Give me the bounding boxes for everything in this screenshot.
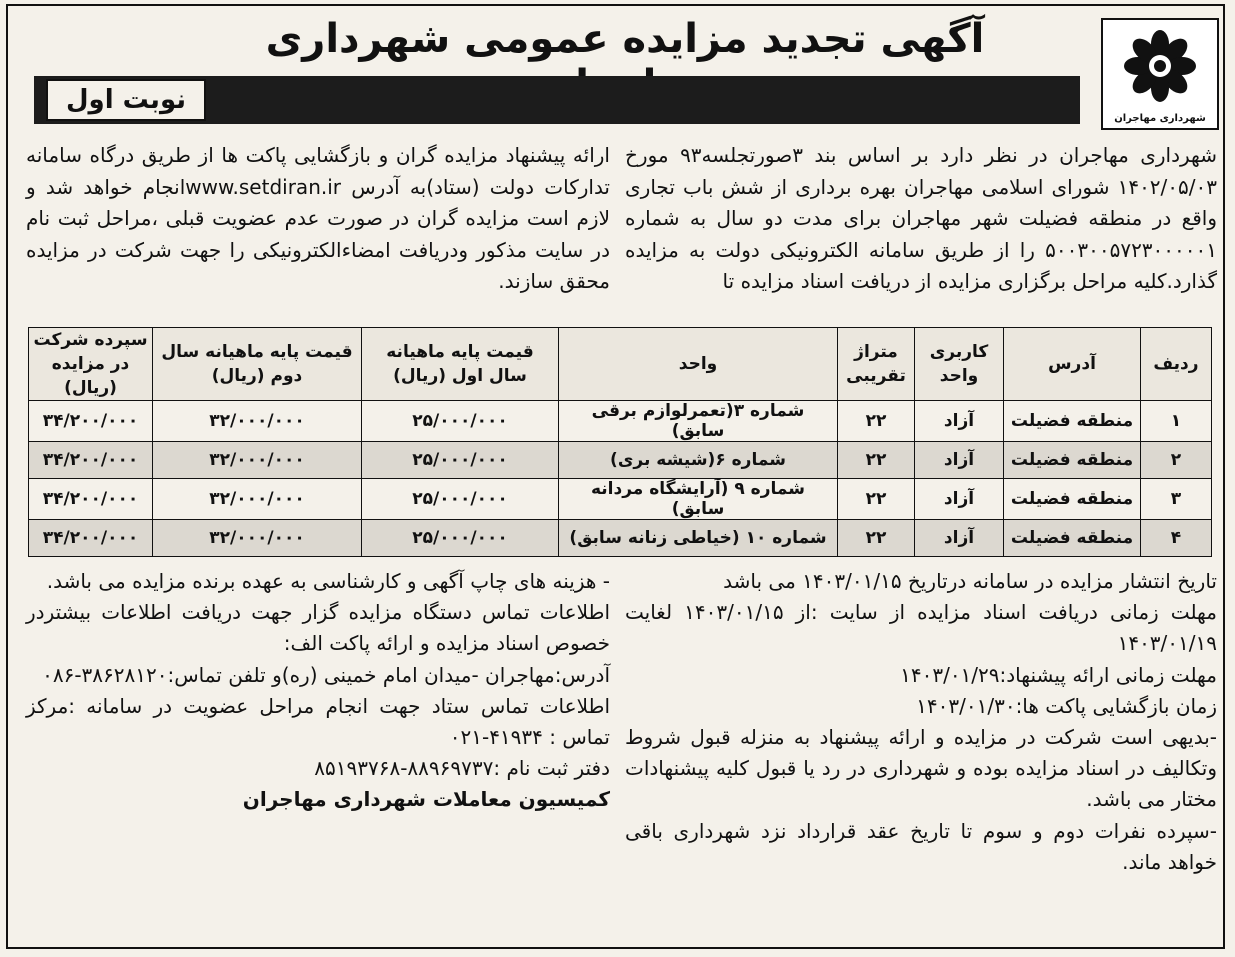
publish-date: تاریخ انتشار مزایده در سامانه درتاریخ ۱۴۰۳/۰۱/۱۵ می باشد bbox=[723, 569, 1217, 593]
cell-area: ۲۲ bbox=[838, 520, 915, 557]
intro-paragraph-left: ارائه پیشنهاد مزایده گران و بازگشایی پاکت ها از طریق درگاه سامانه تدارکات دولت (ستاد)به آدرس www.setdiran.irانجام خواهد شد و لازم است مزایده گران در صورت عدم عضویت قبلی ،مراحل ثبت نام در سایت مذکور ودریافت امضاءالکترونیکی را جهت شرکت در مزایده محقق سازند. bbox=[26, 143, 611, 293]
cell-price-year1: ۲۵/۰۰۰/۰۰۰ bbox=[362, 520, 559, 557]
cell-address: منطقه فضیلت bbox=[1004, 401, 1141, 442]
auction-items-table bbox=[28, 327, 1212, 557]
cell-area: ۲۲ bbox=[838, 401, 915, 442]
cell-unit: شماره ۱۰ (خیاطی زنانه سابق) bbox=[559, 520, 838, 557]
header-unit: واحد bbox=[559, 328, 838, 401]
cell-row-number: ۲ bbox=[1141, 442, 1212, 479]
opening-date: زمان بازگشایی پاکت ها:۱۴۰۳/۰۱/۳۰ bbox=[916, 693, 1217, 718]
cell-deposit: ۳۴/۲۰۰/۰۰۰ bbox=[29, 520, 153, 557]
cell-deposit: ۳۴/۲۰۰/۰۰۰ bbox=[29, 479, 153, 520]
contact-heading: اطلاعات تماس دستگاه مزایده گزار جهت دریافت اطلاعات بیشتردر خصوص اسناد مزایده و ارائه پاکت الف: bbox=[26, 600, 610, 656]
cell-row-number: ۳ bbox=[1141, 479, 1212, 520]
header-usage: کاربری واحد bbox=[915, 328, 1004, 401]
cell-row-number: ۱ bbox=[1141, 401, 1212, 442]
cell-address: منطقه فضیلت bbox=[1004, 479, 1141, 520]
cell-price-year1: ۲۵/۰۰۰/۰۰۰ bbox=[362, 442, 559, 479]
deposit-note: -سپرده نفرات دوم و سوم تا تاریخ عقد قرارداد نزد شهرداری باقی خواهد ماند. bbox=[625, 818, 1217, 874]
table-row bbox=[29, 520, 1212, 557]
table-row bbox=[29, 479, 1212, 520]
cell-price-year2: ۳۲/۰۰۰/۰۰۰ bbox=[153, 401, 362, 442]
header-address: آدرس bbox=[1004, 328, 1141, 401]
cell-price-year2: ۳۲/۰۰۰/۰۰۰ bbox=[153, 520, 362, 557]
table-row bbox=[29, 401, 1212, 442]
page-title: آگهی تجدید مزایده عمومی شهرداری bbox=[265, 16, 985, 62]
cell-deposit: ۳۴/۲۰۰/۰۰۰ bbox=[29, 401, 153, 442]
cell-usage: آزاد bbox=[915, 442, 1004, 479]
flower-emblem-icon bbox=[1117, 26, 1203, 108]
cell-price-year2: ۳۲/۰۰۰/۰۰۰ bbox=[153, 442, 362, 479]
header-area: متراژ تقریبی bbox=[838, 328, 915, 401]
cell-price-year1: ۲۵/۰۰۰/۰۰۰ bbox=[362, 479, 559, 520]
intro-text-right bbox=[625, 140, 1217, 298]
cell-area: ۲۲ bbox=[838, 479, 915, 520]
cell-row-number: ۴ bbox=[1141, 520, 1212, 557]
cell-area: ۲۲ bbox=[838, 442, 915, 479]
cell-unit: شماره ۹ (آرایشگاه مردانه سابق) bbox=[559, 479, 838, 520]
cost-note: - هزینه های چاپ آگهی و کارشناسی به عهده برنده مزایده می باشد. bbox=[46, 569, 610, 593]
table-row bbox=[29, 442, 1212, 479]
contact-address: آدرس:مهاجران -میدان امام خمینی (ره)و تلفن تماس:۳۸۶۲۸۱۲۰-۰۸۶ bbox=[42, 662, 610, 687]
cell-unit: شماره ۶(شیشه بری) bbox=[559, 442, 838, 479]
cell-unit: شماره ۳(تعمرلوازم برقی سابق) bbox=[559, 401, 838, 442]
offer-deadline: مهلت زمانی ارائه پیشنهاد:۱۴۰۳/۰۱/۲۹ bbox=[900, 662, 1217, 687]
header-deposit: سپرده شرکت در مزایده (ریال) bbox=[29, 328, 153, 401]
cell-price-year1: ۲۵/۰۰۰/۰۰۰ bbox=[362, 401, 559, 442]
cell-usage: آزاد bbox=[915, 520, 1004, 557]
municipality-logo bbox=[1101, 18, 1219, 130]
document-deadline: مهلت زمانی دریافت اسناد مزایده از سایت :از ۱۴۰۳/۰۱/۱۵ لغایت ۱۴۰۳/۰۱/۱۹ bbox=[625, 600, 1217, 656]
details-right bbox=[625, 566, 1217, 878]
intro-paragraph-right: شهرداری مهاجران در نظر دارد بر اساس بند ۳صورتجلسه۹۳ مورخ ۱۴۰۲/۰۵/۰۳ شورای اسلامی مهاجران بهره برداری از شش باب تجاری واقع در منطقه فضیلت شهر مهاجران برای مدت دو سال به شماره ۵۰۰۳۰۰۵۷۲۳۰۰۰۰۰۱ را از طریق سامانه الکترونیکی دولت به مزایده گذارد.کلیه مراحل برگزاری مزایده از دریافت اسناد مزایده تا bbox=[625, 143, 1217, 293]
details-left bbox=[26, 566, 610, 816]
terms-note: -بدیهی است شرکت در مزایده و ارائه پیشنهاد به منزله قبول شروط وتکالیف در اسناد مزایده بوده و شهرداری در رد یا قبول کلیه پیشنهادات مختار می باشد. bbox=[625, 725, 1217, 812]
cell-usage: آزاد bbox=[915, 401, 1004, 442]
logo-caption: شهرداری مهاجران bbox=[1114, 113, 1206, 124]
header-price-year1: قیمت پایه ماهیانه سال اول (ریال) bbox=[362, 328, 559, 401]
intro-text-left bbox=[26, 140, 610, 298]
table-header-row bbox=[29, 328, 1212, 401]
turn-badge: نوبت اول bbox=[46, 79, 206, 121]
cell-address: منطقه فضیلت bbox=[1004, 442, 1141, 479]
signature: کمیسیون معاملات شهرداری مهاجران bbox=[242, 787, 610, 812]
header-price-year2: قیمت پایه ماهیانه سال دوم (ریال) bbox=[153, 328, 362, 401]
header-row-number: ردیف bbox=[1141, 328, 1212, 401]
registration-office: دفتر ثبت نام :۸۸۹۶۹۷۳۷-۸۵۱۹۳۷۶۸ bbox=[314, 756, 610, 781]
cell-price-year2: ۳۲/۰۰۰/۰۰۰ bbox=[153, 479, 362, 520]
setad-contact: اطلاعات تماس ستاد جهت انجام مراحل عضویت در سامانه :مرکز تماس : ۴۱۹۳۴-۰۲۱ bbox=[26, 693, 610, 750]
cell-address: منطقه فضیلت bbox=[1004, 520, 1141, 557]
cell-deposit: ۳۴/۲۰۰/۰۰۰ bbox=[29, 442, 153, 479]
cell-usage: آزاد bbox=[915, 479, 1004, 520]
